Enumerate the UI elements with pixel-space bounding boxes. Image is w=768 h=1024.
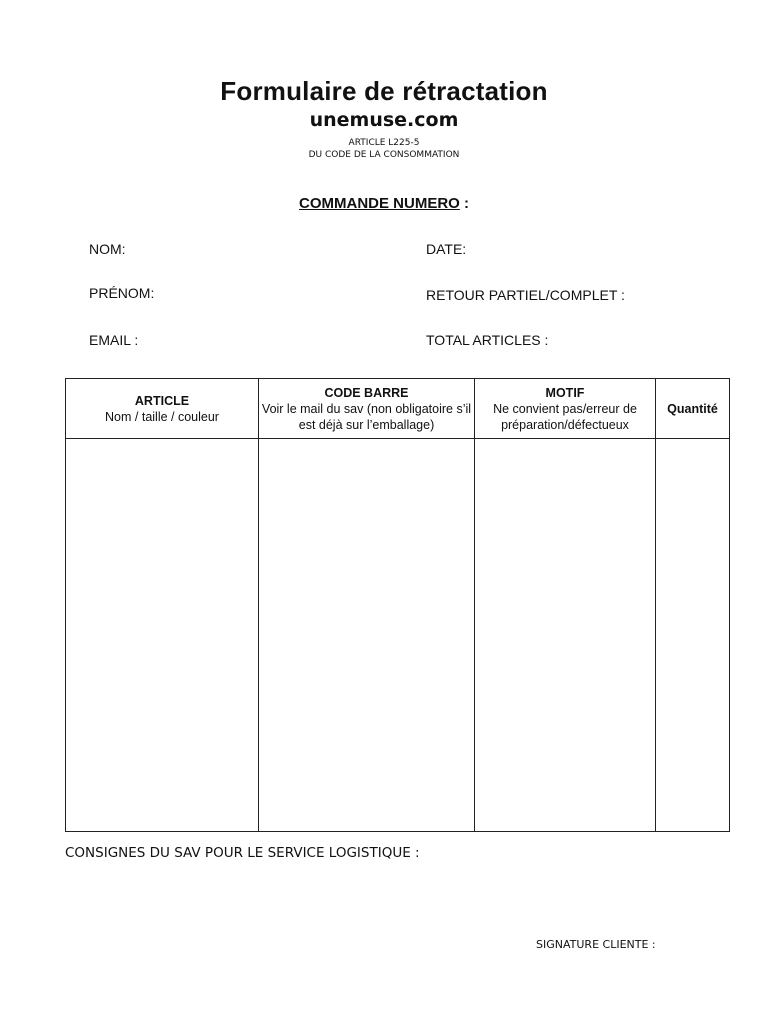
column-title-motif: MOTIF: [545, 385, 585, 400]
order-number-colon: :: [459, 195, 469, 212]
article-cell[interactable]: [66, 439, 259, 832]
legal-reference-line-1: ARTICLE L225-5: [348, 138, 420, 148]
nom-label: NOM:: [89, 241, 126, 257]
retour-label: RETOUR PARTIEL/COMPLET :: [426, 287, 625, 303]
column-header-article: [66, 379, 259, 439]
site-name: unemuse.com: [309, 109, 459, 131]
return-items-table: [65, 378, 730, 832]
legal-reference: [0, 137, 768, 161]
motif-cell[interactable]: [475, 439, 656, 832]
date-label: DATE:: [426, 241, 467, 257]
column-header-motif: [475, 379, 656, 439]
quantite-cell[interactable]: [656, 439, 730, 832]
column-header-quantite: [656, 379, 730, 439]
table-header-row: [66, 379, 730, 439]
prenom-label: PRÉNOM:: [89, 285, 155, 301]
email-label: EMAIL :: [89, 332, 139, 348]
table-row: [66, 439, 730, 832]
order-number-label: [0, 195, 768, 212]
legal-reference-line-2: DU CODE DE LA CONSOMMATION: [308, 150, 460, 160]
column-subtitle-code-barre: Voir le mail du sav (non obligatoire s’il est déjà sur l’emballage): [261, 401, 472, 432]
total-articles-label: TOTAL ARTICLES :: [426, 332, 549, 348]
column-subtitle-article: Nom / taille / couleur: [105, 409, 219, 424]
column-title-quantite: Quantité: [667, 401, 718, 416]
column-title-code-barre: CODE BARRE: [324, 385, 409, 400]
signature-label: SIGNATURE CLIENTE :: [536, 938, 656, 951]
column-title-article: ARTICLE: [134, 393, 190, 408]
column-header-code-barre: [259, 379, 475, 439]
order-number-text: COMMANDE NUMERO: [299, 195, 460, 212]
code-barre-cell[interactable]: [259, 439, 475, 832]
column-subtitle-motif: Ne convient pas/erreur de préparation/défectueux: [493, 401, 637, 432]
form-title: Formulaire de rétractation: [220, 76, 548, 106]
consignes-label: CONSIGNES DU SAV POUR LE SERVICE LOGISTIQUE :: [65, 845, 420, 861]
